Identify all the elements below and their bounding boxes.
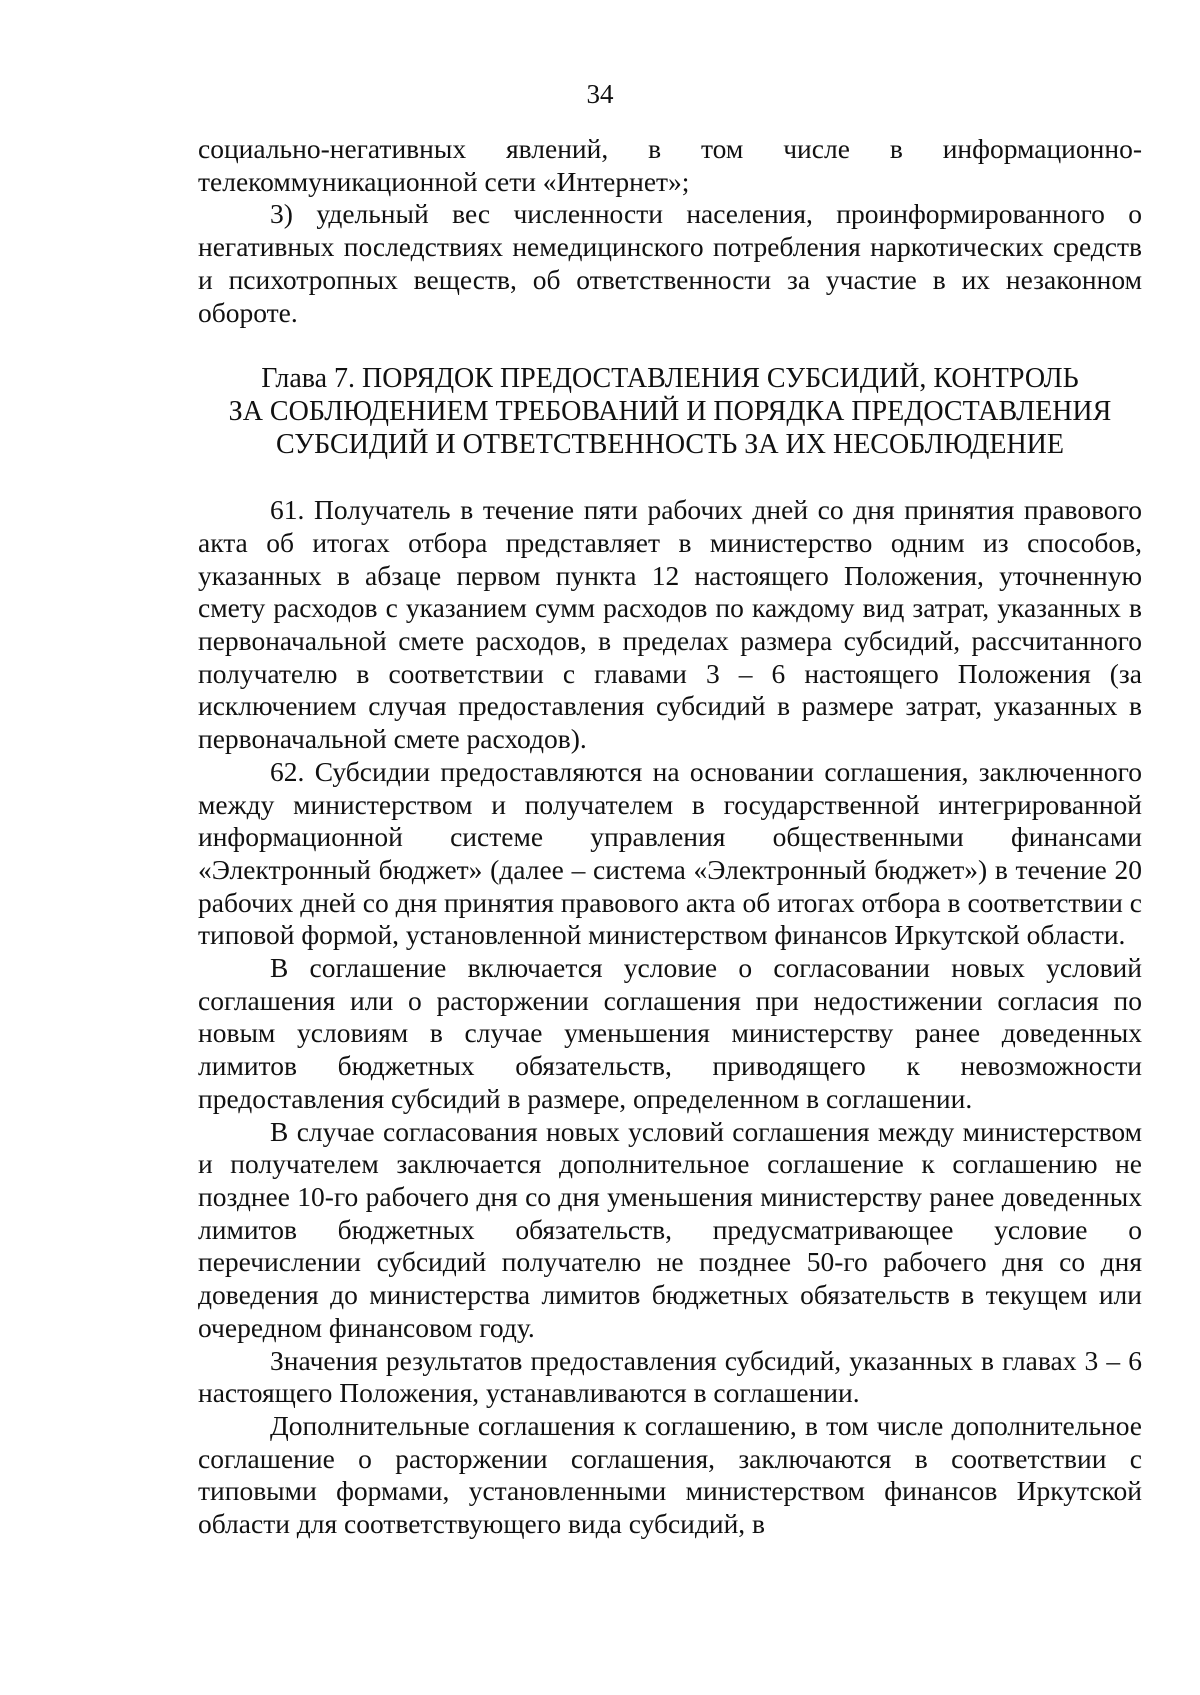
paragraph-62-agreement-condition: В соглашение включается условие о согласовании новых условий соглашения или о расторжении соглашения при недостижении согласия по новым условиям в случае уменьшения министерству ранее доведенных лимитов бюджетных обязательств, приводящего к невозможности предоставления субсидий в размере, определенном в соглашении. (198, 952, 1142, 1114)
paragraph-62: 62. Субсидии предоставляются на основании соглашения, заключенного между министерством и получателем в государственной интегрированной информационной системе управления общественными финансами «Электронный бюджет» (далее – система «Электронный бюджет») в течение 20 рабочих дней со дня принятия правового акта об итогах отбора в соответствии с типовой формой, установленной министерством финансов Иркутской области. (198, 755, 1142, 951)
paragraph-item-3: 3) удельный вес численности населения, проинформированного о негативных последствиях немедицинского потребления наркотических средств и психотропных веществ, об ответственности за участие в их незаконном обороте. (198, 198, 1142, 328)
chapter-heading (198, 362, 1142, 461)
paragraph-62-result-values: Значения результатов предоставления субсидий, указанных в главах 3 – 6 настоящего Положения, устанавливаются в соглашении. (198, 1344, 1142, 1409)
chapter-heading-line: Глава 7. ПОРЯДОК ПРЕДОСТАВЛЕНИЯ СУБСИДИЙ, КОНТРОЛЬ (261, 363, 1079, 395)
chapter-heading-line: СУБСИДИЙ И ОТВЕТСТВЕННОСТЬ ЗА ИХ НЕСОБЛЮДЕНИЕ (275, 429, 1064, 461)
paragraph-intro-continuation: социально-негативных явлений, в том числе в информационно-телекоммуникационной сети «Интернет»; (198, 133, 1142, 197)
paragraph-62-new-conditions: В случае согласования новых условий соглашения между министерством и получателем заключается дополнительное соглашение к соглашению не позднее 10-го рабочего дня со дня уменьшения министерству ранее доведенных лимитов бюджетных обязательств, предусматривающее условие о перечислении субсидий получателю не позднее 50-го рабочего дня со дня доведения до министерства лимитов бюджетных обязательств в текущем или очередном финансовом году. (198, 1115, 1142, 1343)
paragraph-61: 61. Получатель в течение пяти рабочих дней со дня принятия правового акта об итогах отбора представляет в министерство одним из способов, указанных в абзаце первом пункта 12 настоящего Положения, уточненную смету расходов с указанием сумм расходов по каждому вид затрат, указанных в первоначальной смете расходов, в пределах размера субсидий, рассчитанного получателю в соответствии с главами 3 – 6 настоящего Положения (за исключением случая предоставления субсидий в размере затрат, указанных в первоначальной смете расходов). (198, 494, 1142, 755)
chapter-heading-line: ЗА СОБЛЮДЕНИЕМ ТРЕБОВАНИЙ И ПОРЯДКА ПРЕДОСТАВЛЕНИЯ (228, 396, 1112, 428)
page-number: 34 (586, 79, 614, 109)
paragraph-62-additional-agreements: Дополнительные соглашения к соглашению, в том числе дополнительное соглашение о расторжении соглашения, заключаются в соответствии с типовыми формами, установленными министерством финансов Иркутской области для соответствующего вида субсидий, в (198, 1409, 1142, 1540)
document-body (198, 133, 1142, 1541)
